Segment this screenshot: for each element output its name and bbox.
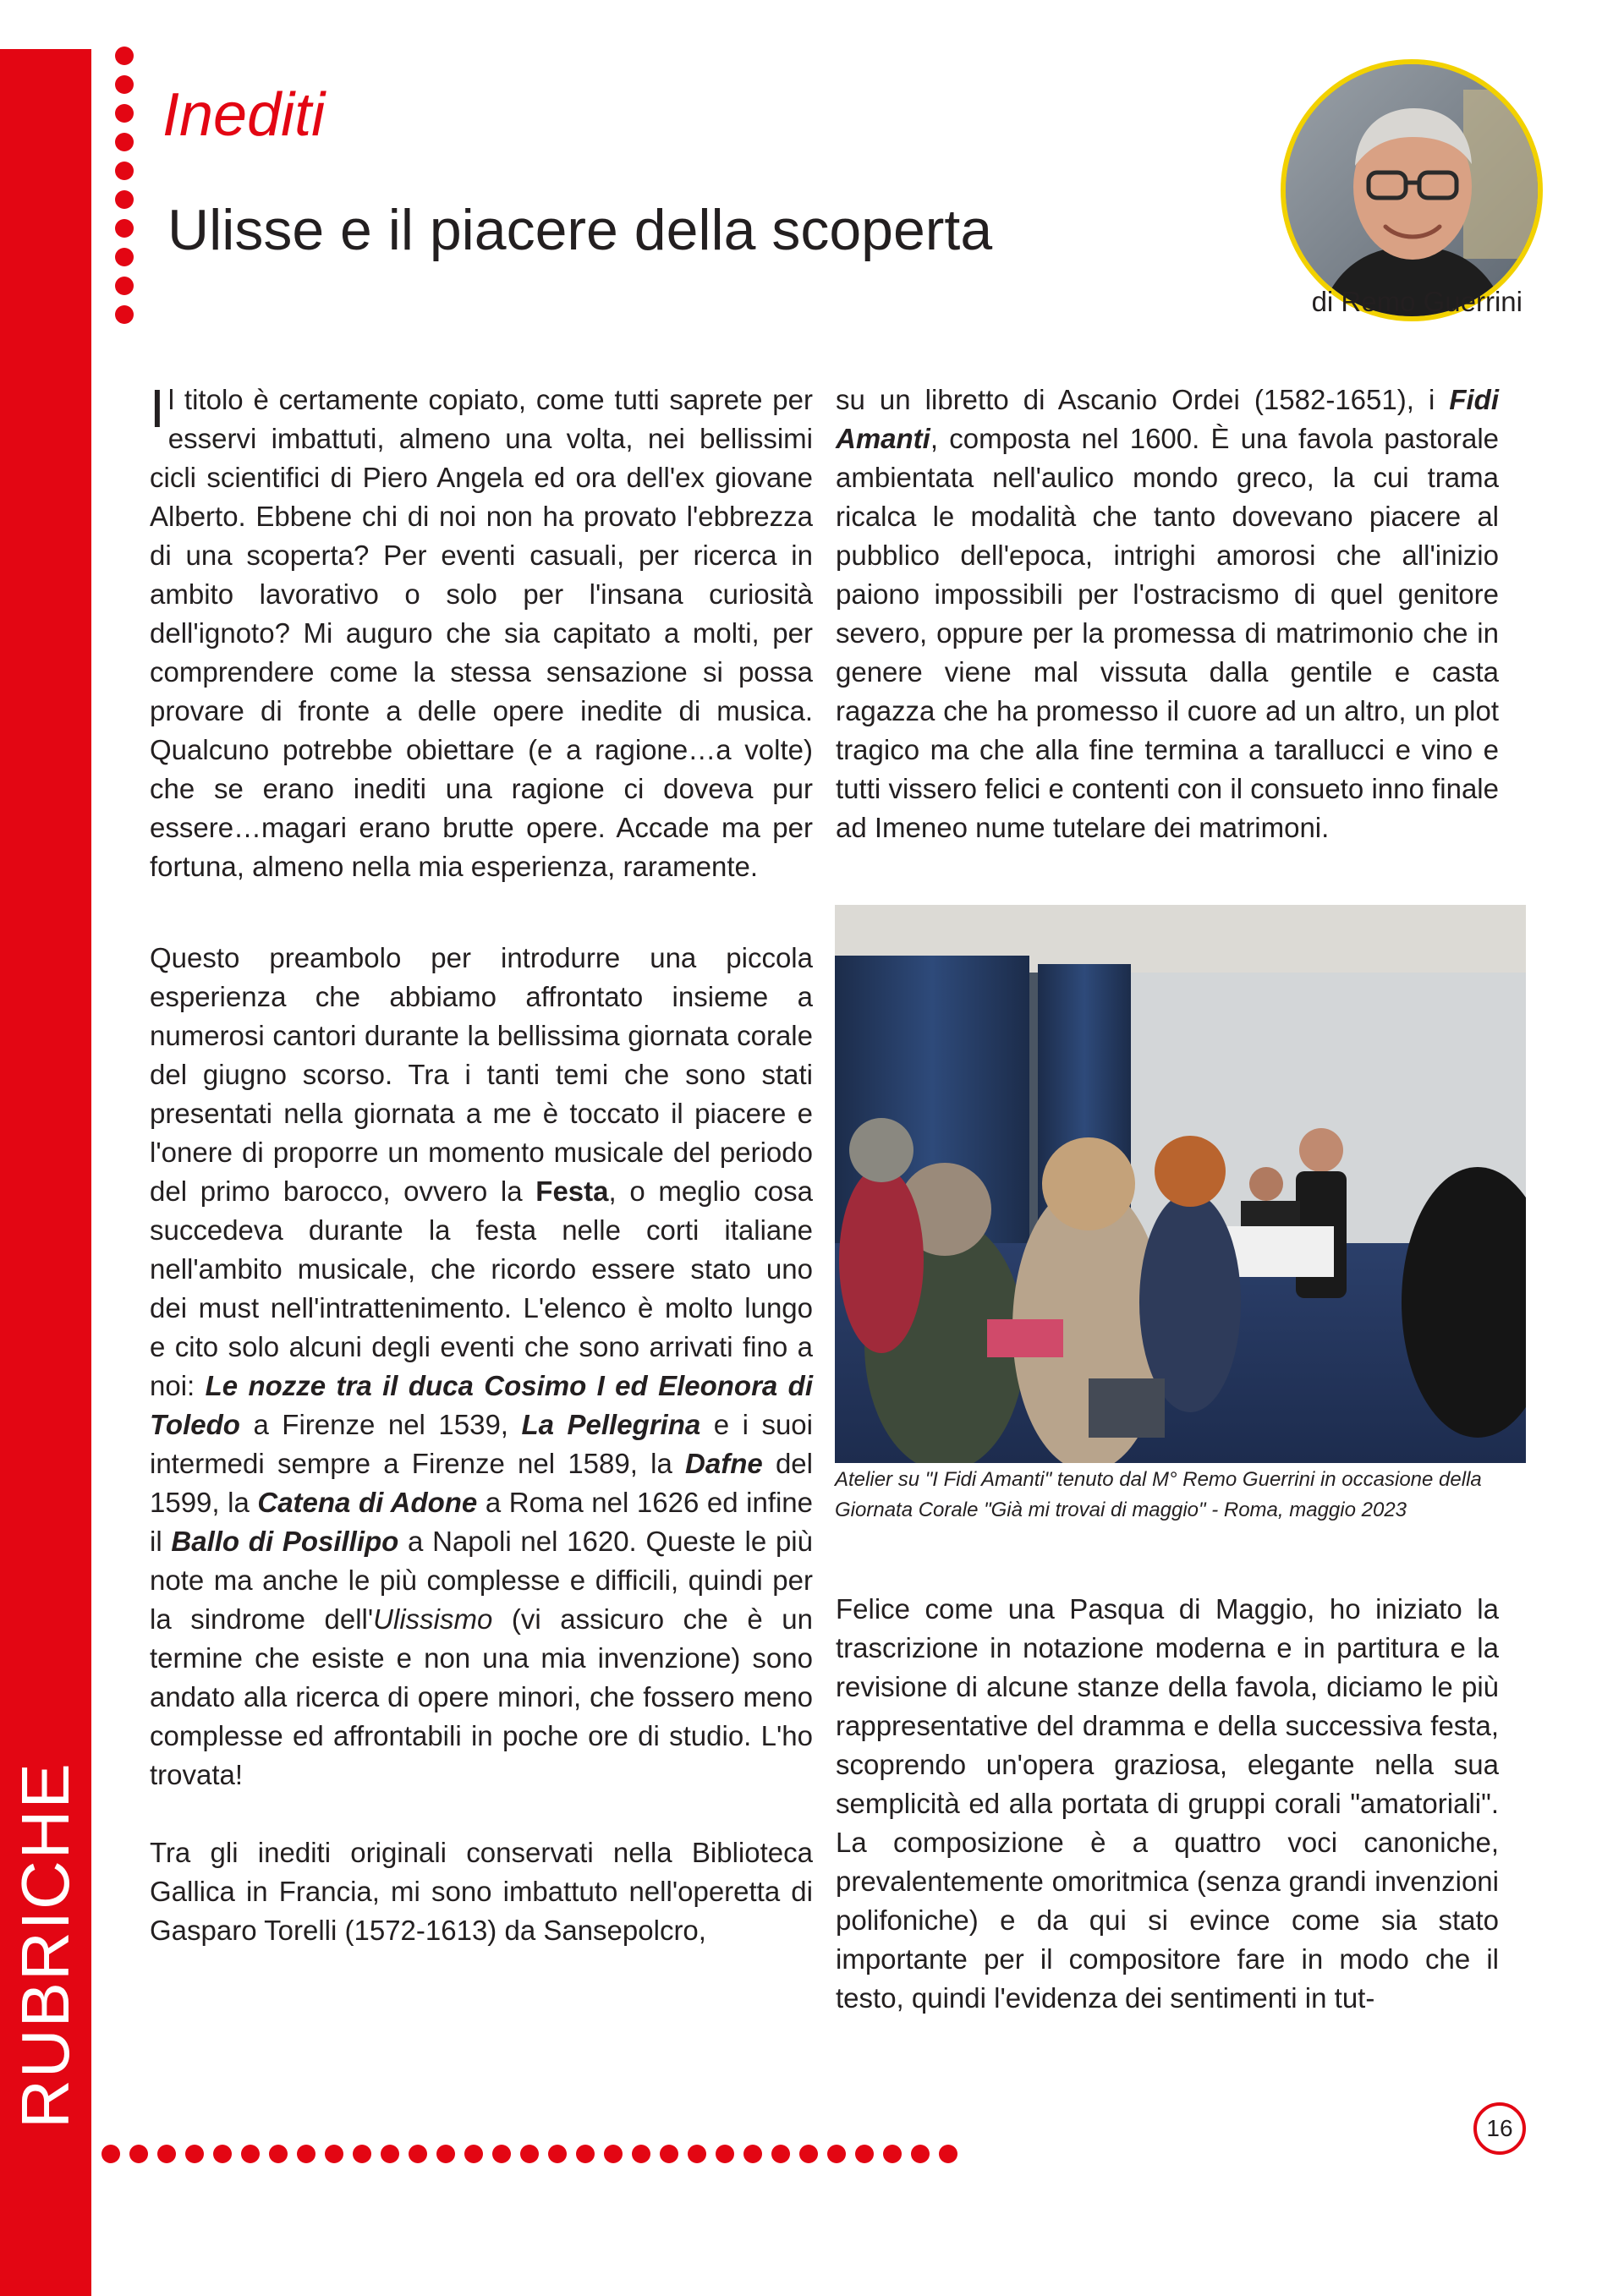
choir-workshop-photo (835, 905, 1526, 1463)
article-title: Ulisse e il piacere della scoperta (167, 198, 993, 262)
article-column-left (150, 378, 814, 1950)
page-number: 16 (1473, 2102, 1526, 2155)
section-label: RUBRICHE (8, 1762, 83, 2129)
paragraph-fidi-amanti: su un libretto di Ascanio Ordei (1582-1651), i Fidi Amanti, composta nel 1600. È una favola pastorale ambientata nell'aulico mondo greco, la cui trama ricalca le modalità che tanto dovevano piacere al pubblico dell'epoca, intrighi amorosi che all'inizio paiono impossibili per l'ostracismo di quel genitore severo, oppure per la promessa di matrimonio che in genere viene mal vissuta dalla gentile e casta ragazza che ha promesso il cuore ad un altro, un plot tragico ma che alla fine termina a tarallucci e vino e tutti vissero felici e contenti con il consueto inno finale ad Imeneo nume tutelare dei matrimoni. (836, 384, 1499, 843)
author-portrait-photo (1281, 59, 1543, 321)
paragraph-festa: Questo preambolo per introdurre una piccola esperienza che abbiamo affrontato insieme a numerosi cantori durante la bellissima giornata corale del giugno scorso. Tra i tanti temi che sono stati presentati nella giornata a me è toccato il piacere e l'onere di proporre un momento musicale del periodo del primo barocco, ovvero la Festa, o meglio cosa succedeva durante la festa nelle corti italiane nell'ambito musicale, che ricordo essere stato uno dei must nell'intrattenimento. L'elenco è molto lungo e cito solo alcuni degli eventi che sono arrivati fino a noi: Le nozze tra il duca Cosimo I ed Eleonora di Toledo a Firenze nel 1539, La Pellegrina e i suoi intermedi sempre a Firenze nel 1589, la Dafne del 1599, la Catena di Adone a Roma nel 1626 ed infine il Ballo di Posillipo a Napoli nel 1620. Queste le più note ma anche le più complesse e difficili, quindi per la sindrome dell'Ulissismo (vi assicuro che è un termine che esiste e non una mia invenzione) sono andato alla ricerca di opere minori, che fossero meno complesse ed affrontabili in poche ore di studio. L'ho trovata! (150, 942, 814, 1790)
article-column-right (836, 381, 1499, 847)
author-byline: di Remo Guerrini (1311, 286, 1522, 317)
section-kicker: Inediti (162, 81, 326, 149)
paragraph-intro: Il titolo è certamente copiato, come tutti saprete per esservi imbattuti, almeno una volta, nei bellissimi cicli scientifici di Piero Angela ed ora dell'ex giovane Alberto. Ebbene chi di noi non ha provato l'ebbrezza di una scoperta? Per eventi casuali, per ricerca in ambito lavorativo o solo per l'insana curiosità dell'ignoto? Mi auguro che sia capitato a molti, per comprendere come la stessa sensazione si possa provare di fronte a delle opere inedite di musica. Qualcuno potrebbe obiettare (e a ragione…a volte) che se erano inediti una ragione ci doveva pur essere…magari erano brutte opere. Accade ma per fortuna, almeno nella mia esperienza, raramente. (150, 378, 813, 882)
paragraph-gallica: Tra gli inediti originali conservati nella Biblioteca Gallica in Francia, mi sono imbattuto nell'operetta di Gasparo Torelli (1572-1613) da Sansepolcro, (150, 1837, 813, 1946)
dropcap: I (150, 378, 165, 439)
paragraph-trascrizione: Felice come una Pasqua di Maggio, ho iniziato la trascrizione in notazione moderna e in partitura e la revisione di alcune stanze della favola, diciamo le più rappresentative del dramma e della successiva festa, scoprendo un'opera graziosa, elegante nella sua semplicità ed alla portata di gruppi corali "amatoriali". La composizione è a quattro voci canoniche, prevalentemente omoritmica (senza grandi invenzioni polifoniche) e da qui si evince come sia stato importante per il compositore fare in modo che il testo, quindi l'evidenza dei sentimenti in tut- (836, 1593, 1499, 2014)
article-column-right-continued (836, 1590, 1499, 2018)
photo-caption: Atelier su "I Fidi Amanti" tenuto dal M° Remo Guerrini in occasione della Giornata Corale "Già mi trovai di maggio" - Roma, maggio 2023 (835, 1468, 1482, 1521)
